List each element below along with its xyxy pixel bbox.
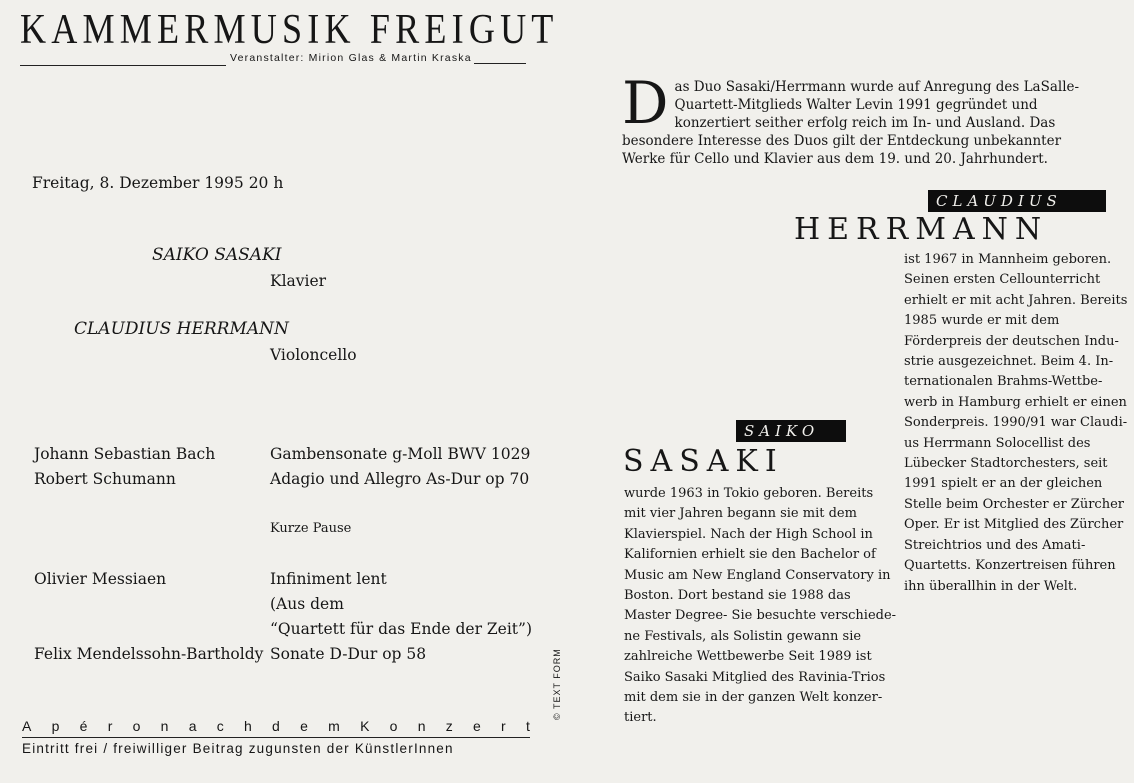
bio-line: zahlreiche Wettbewerbe Seit 1989 ist <box>624 649 872 665</box>
apero-letter: é <box>79 718 88 734</box>
program-work: Sonate D-Dur op 58 <box>270 645 427 663</box>
apero-letter: c <box>216 718 224 734</box>
program-composer: Robert Schumann <box>34 470 176 488</box>
admission-notice: Eintritt frei / freiwilliger Beitrag zugunsten der KünstlerInnen <box>22 741 454 756</box>
apero-letter: t <box>525 718 530 734</box>
bio-line: Förderpreis der deutschen Indu- <box>904 333 1119 349</box>
bio-line: Music am New England Conservatory in <box>624 567 891 583</box>
bio-line: ternationalen Brahms-Wettbe- <box>904 374 1103 390</box>
apero-letter: e <box>473 718 481 734</box>
bio-line: us Herrmann Solocellist des <box>904 435 1091 451</box>
bio-line: Sonderpreis. 1990/91 war Claudi- <box>904 415 1128 431</box>
bio-line: tiert. <box>624 710 657 726</box>
bio-line: Lübecker Stadtorchesters, seit <box>904 456 1108 472</box>
header-rule-left <box>20 65 226 66</box>
bio-line: wurde 1963 in Tokio geboren. Bereits <box>624 486 874 501</box>
bio-line: strie ausgezeichnet. Beim 4. In- <box>904 354 1114 370</box>
bio-line: Klavierspiel. Nach der High School in <box>624 526 873 542</box>
intermission-label: Kurze Pause <box>270 521 352 536</box>
copyright-mark: © TEXT FORM <box>552 648 562 720</box>
apero-letter: d <box>272 718 280 734</box>
bio-line: mit vier Jahren begann sie mit dem <box>624 506 857 522</box>
performer-name-sasaki: SAIKO SASAKI <box>152 245 282 265</box>
program-work: (Aus dem <box>270 595 344 613</box>
apero-letter: n <box>417 718 426 734</box>
performer-instrument-sasaki: Klavier <box>270 272 327 290</box>
bio-line: Stelle beim Orchester er Zürcher <box>904 496 1124 512</box>
footer-rule <box>22 737 530 738</box>
apero-letter: e <box>300 718 308 734</box>
apero-letter: r <box>107 718 113 734</box>
performer-name-herrmann: CLAUDIUS HERRMANN <box>74 319 289 339</box>
herrmann-biography <box>904 250 1128 597</box>
bio-line: ihn überallhin in der Welt. <box>904 578 1078 594</box>
bio-line: ist 1967 in Mannheim geboren. <box>904 252 1112 267</box>
bio-line: Oper. Er ist Mitglied des Zürcher <box>904 517 1124 533</box>
apero-letter: r <box>501 718 506 734</box>
program-work: Infiniment lent <box>270 570 387 588</box>
bio-line: Quartetts. Konzertreisen führen <box>904 558 1116 574</box>
apero-letter: A <box>22 718 32 734</box>
page-title: KAMMERMUSIK FREIGUT <box>20 7 559 53</box>
sasaki-surname: SASAKI <box>623 444 784 479</box>
organizer-line: Veranstalter: Mirion Glas & Martin Kraska <box>230 52 472 64</box>
bio-line: Master Degree- Sie besuchte verschiede- <box>624 608 897 624</box>
herrmann-first-name-tag: CLAUDIUS <box>928 190 1106 212</box>
performer-instrument-herrmann: Violoncello <box>270 346 357 364</box>
apero-letter: z <box>445 718 453 734</box>
apero-letter: m <box>328 718 340 734</box>
bio-line: erhielt er mit acht Jahren. Bereits <box>904 292 1128 308</box>
duo-intro-paragraph <box>622 69 1102 168</box>
program-composer: Olivier Messiaen <box>34 570 167 588</box>
program-composer: Johann Sebastian Bach <box>34 445 216 463</box>
program-work: “Quartett für das Ende der Zeit”) <box>270 620 533 638</box>
header-rule-right <box>474 63 526 64</box>
bio-line: werb in Hamburg erhielt er einen <box>904 394 1127 410</box>
bio-line: 1991 spielt er an der gleichen <box>904 476 1103 492</box>
sasaki-biography <box>624 484 897 729</box>
drop-cap: D <box>622 69 669 137</box>
bio-line: Boston. Dort bestand sie 1988 das <box>624 588 851 604</box>
apero-notice <box>22 718 530 734</box>
bio-line: Saiko Sasaki Mitglied des Ravinia-Trios <box>624 669 886 685</box>
intro-text: as Duo Sasaki/Herrmann wurde auf Anregung des LaSalle-Quartett-Mitglieds Walter Levin 1991 gegründet und konzertiert seither erfolg reich im In- und Ausland. Das besondere Interesse des Duos gilt der Entdeckung unbekannter Werke für Cello und Klavier aus dem 19. und 20. Jahrhundert. <box>622 79 1080 167</box>
apero-letter: a <box>188 718 197 734</box>
program-work: Adagio und Allegro As-Dur op 70 <box>270 470 530 488</box>
program-composer: Felix Mendelssohn-Bartholdy <box>34 645 264 663</box>
apero-letter: h <box>244 718 252 734</box>
event-date: Freitag, 8. Dezember 1995 20 h <box>32 174 284 192</box>
apero-letter: n <box>160 718 169 734</box>
sasaki-first-name-tag: SAIKO <box>736 420 846 442</box>
bio-line: mit dem sie in der ganzen Welt konzer- <box>624 690 883 706</box>
bio-line: Seinen ersten Cellounterricht <box>904 272 1101 288</box>
bio-line: Kalifornien erhielt sie den Bachelor of <box>624 547 876 563</box>
apero-letter: o <box>389 718 398 734</box>
bio-line: ne Festivals, als Solistin gewann sie <box>624 628 862 644</box>
herrmann-surname: HERRMANN <box>794 212 1049 247</box>
apero-letter: p <box>51 718 60 734</box>
bio-line: Streichtrios und des Amati- <box>904 537 1086 553</box>
bio-line: 1985 wurde er mit dem <box>904 313 1060 329</box>
apero-letter: o <box>132 718 141 734</box>
apero-letter: K <box>360 718 370 734</box>
program-work: Gambensonate g-Moll BWV 1029 <box>270 445 531 463</box>
